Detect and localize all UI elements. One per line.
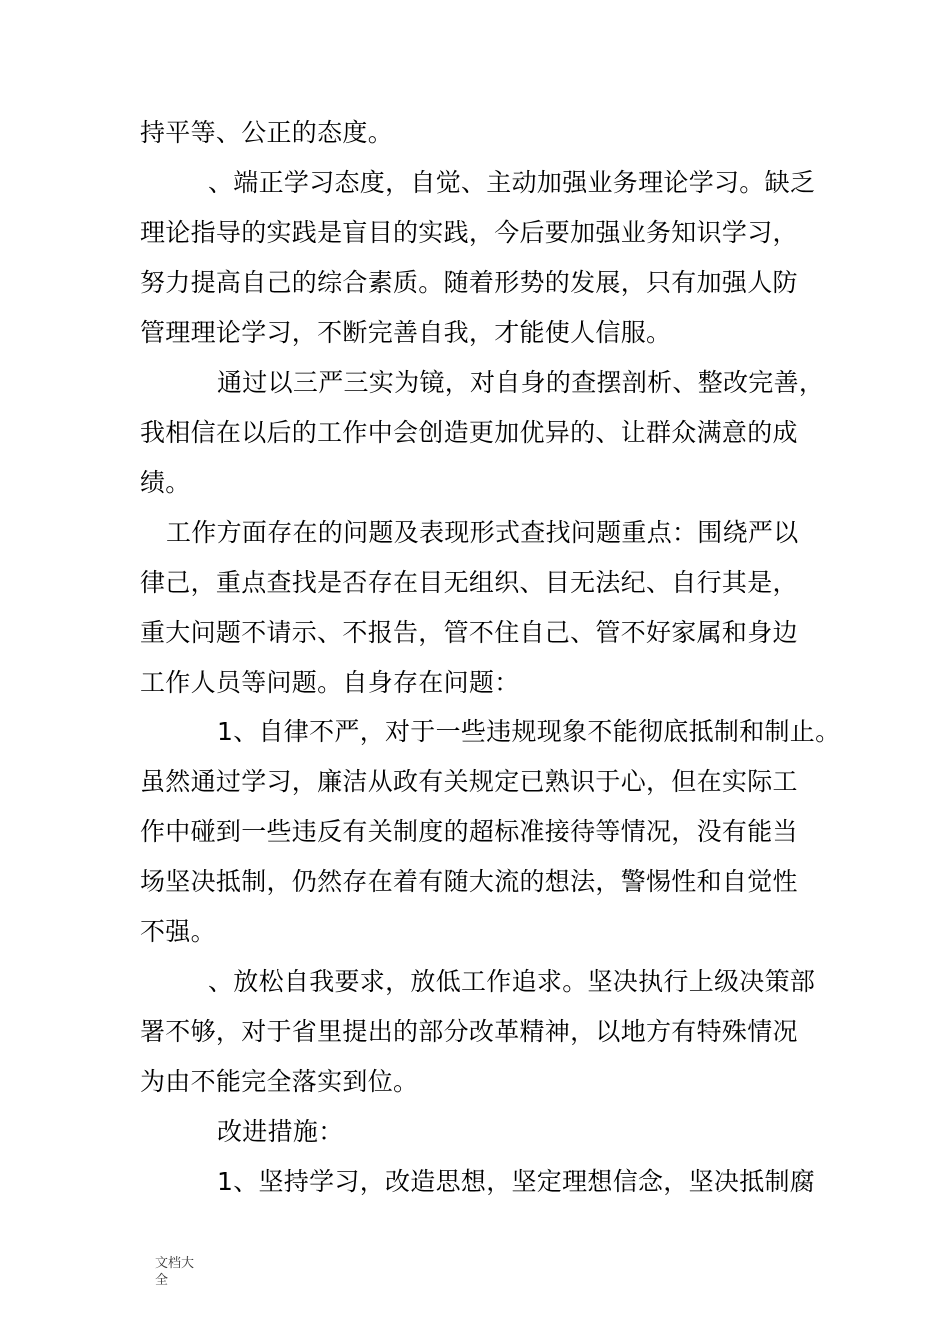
text-line: 、端正学习态度，自觉、主动加强业务理论学习。缺乏: [208, 168, 816, 197]
text-line: 场坚决抵制，仍然存在着有随大流的想法，警惕性和自觉性: [140, 867, 798, 896]
footer-label: 文档大全: [155, 1256, 195, 1288]
text-line: 绩。: [140, 468, 191, 497]
text-line: 虽然通过学习，廉洁从政有关规定已熟识于心，但在实际工: [140, 767, 798, 796]
text-line: 署不够，对于省里提出的部分改革精神，以地方有特殊情况: [140, 1017, 798, 1046]
text-line: 努力提高自己的综合素质。随着形势的发展，只有加强人防: [140, 268, 798, 297]
text-line: 理论指导的实践是盲目的实践，今后要加强业务知识学习，: [140, 218, 798, 247]
text-line: 1、自律不严，对于一些违规现象不能彻底抵制和制止。: [217, 717, 841, 746]
text-line: 、放松自我要求，放低工作追求。坚决执行上级决策部: [208, 967, 816, 996]
text-line: 作中碰到一些违反有关制度的超标准接待等情况，没有能当: [140, 817, 798, 846]
text-line: 为由不能完全落实到位。: [140, 1067, 419, 1096]
text-line: 不强。: [140, 917, 216, 946]
text-line: 重大问题不请示、不报告，管不住自己、管不好家属和身边: [140, 618, 798, 647]
text-line: 律己，重点查找是否存在目无组织、目无法纪、自行其是，: [140, 568, 798, 597]
text-line: 工作方面存在的问题及表现形式查找问题重点：围绕严以: [166, 518, 799, 547]
text-line: 改进措施：: [217, 1117, 344, 1146]
text-line: 工作人员等问题。自身存在问题：: [140, 668, 520, 697]
text-line: 持平等、公正的态度。: [140, 118, 394, 147]
text-line: 通过以三严三实为镜，对自身的查摆剖析、整改完善，: [217, 368, 825, 397]
text-line: 管理理论学习，不断完善自我，才能使人信服。: [140, 318, 672, 347]
text-line: 我相信在以后的工作中会创造更加优异的、让群众满意的成: [140, 418, 798, 447]
text-line: 1、坚持学习，改造思想，坚定理想信念，坚决抵制腐: [217, 1167, 816, 1196]
